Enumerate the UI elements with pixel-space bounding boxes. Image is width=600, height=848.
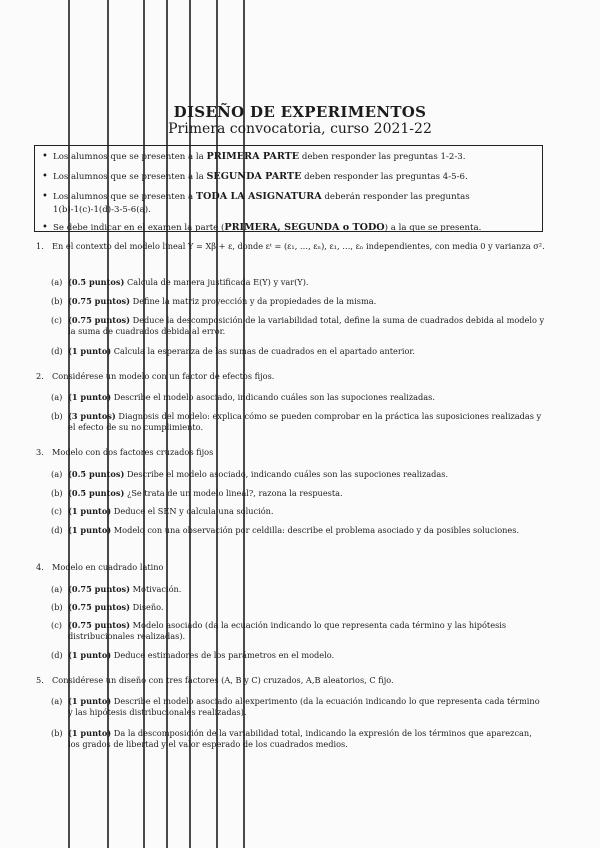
- question-number: 5.: [36, 675, 44, 685]
- document-title: DISEÑO DE EXPERIMENTOS: [173, 103, 427, 121]
- instruction-item: • Los alumnos que se presenten a TODA LA ASIGNATURA deberán responder las preguntas 1(b)-1(c)-1(d)-3-5-6(a).: [53, 190, 536, 217]
- question-item: (a) (0.5 puntos) Calcula de manera justificada E(Y) y var(Y).: [51, 277, 309, 287]
- question-item: (b) (0.75 puntos) Diseño.: [51, 602, 164, 612]
- question-item: (c) (0.75 puntos) Deduce la descomposición de la variabilidad total, define la suma de cuadrados debida al modelo y la suma de cuadrados debida al error.: [51, 315, 545, 336]
- question-item: (b) (1 punto) Da la descomposición de la variabilidad total, indicando la expresión de los términos que aparezcan, los grados de libertad y el valor esperado de los cuadrados medios.: [51, 728, 532, 749]
- question-item: (b) (0.75 puntos) Define la matriz proyección y da propiedades de la misma.: [51, 296, 377, 306]
- question-item: (b) (0.5 puntos) ¿Se trata de un modelo lineal?, razona la respuesta.: [51, 488, 343, 498]
- instruction-item: • Se debe indicar en el examen la parte (PRIMERA, SEGUNDA o TODO) a la que se presenta.: [53, 221, 536, 235]
- question-item: (d) (1 punto) Modelo con una observación por celdilla: describe el problema asociado y da posibles soluciones.: [51, 525, 520, 535]
- question-item: (a) (1 punto) Describe el modelo asociado, indicando cuáles son las supociones realizadas.: [51, 392, 435, 402]
- question-text: Considérese un modelo con un factor de efectos fijos.: [52, 371, 275, 381]
- question-5: [36, 675, 546, 686]
- question-text: Modelo con dos factores cruzados fijos: [52, 447, 214, 457]
- question-number: 4.: [36, 562, 44, 572]
- question-item: (c) (1 punto) Deduce el SEN y calcula una solución.: [51, 506, 274, 516]
- question-item: (a) (1 punto) Describe el modelo asociado al experimento (da la ecuación indicando lo que representa cada término y las hipótesis distribucionales realizadas).: [51, 696, 540, 717]
- question-item: (d) (1 punto) Calcula la esperanza de las sumas de cuadrados en el apartado anterior.: [51, 346, 415, 356]
- question-item: (c) (0.75 puntos) Modelo asociado (da la ecuación indicando lo que representa cada término y las hipótesis distribucionales realizadas).: [51, 620, 507, 641]
- question-number: 2.: [36, 371, 44, 381]
- question-2: [36, 371, 546, 382]
- question-number: 3.: [36, 447, 44, 457]
- instruction-item: • Los alumnos que se presenten a la PRIMERA PARTE deben responder las preguntas 1-2-3.: [53, 150, 536, 164]
- question-text: Modelo en cuadrado latino: [52, 562, 164, 572]
- question-text: En el contexto del modelo lineal Y = Xβ + ε, donde εᵗ = (ε₁, …, εₙ), ε₁, …, εₙ independientes, con media 0 y varianza σ².: [52, 241, 545, 251]
- question-item: (a) (0.5 puntos) Describe el modelo asociado, indicando cuáles son las supociones realizadas.: [51, 469, 449, 479]
- question-1: [36, 241, 546, 252]
- question-4: [36, 562, 546, 573]
- question-number: 1.: [36, 241, 44, 251]
- question-item: (b) (3 puntos) Diagnosis del modelo: explica cómo se pueden comprobar en la práctica las suposiciones realizadas y el efecto de su no cumplimiento.: [51, 411, 542, 432]
- document-header: [0, 104, 600, 137]
- instruction-item: • Los alumnos que se presenten a la SEGUNDA PARTE deben responder las preguntas 4-5-6.: [53, 170, 536, 184]
- question-3: [36, 447, 546, 458]
- question-item: (d) (1 punto) Deduce estimadores de los parámetros en el modelo.: [51, 650, 335, 660]
- instructions-box: [34, 145, 543, 232]
- question-text: Considérese un diseño con tres factores (A, B y C) cruzados, A,B aleatorios, C fijo.: [52, 675, 394, 685]
- question-item: (a) (0.75 puntos) Motivación.: [51, 584, 182, 594]
- document-subtitle: Primera convocatoria, curso 2021-22: [168, 121, 432, 137]
